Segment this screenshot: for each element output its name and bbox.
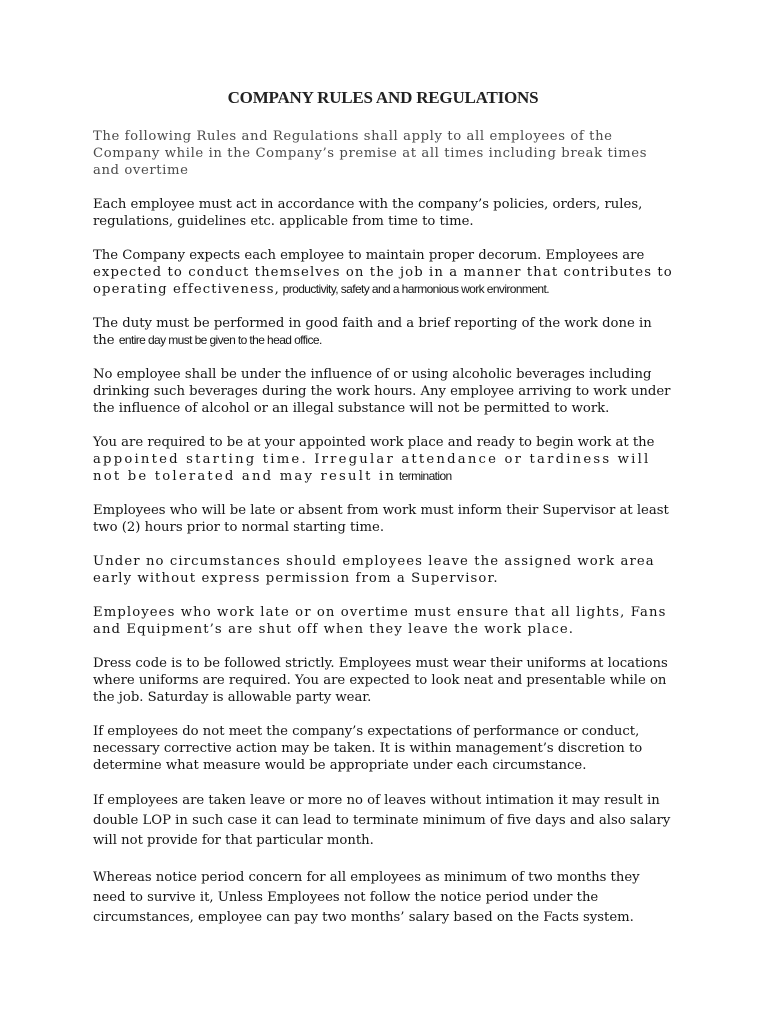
rule-decorum-text-b: expected to conduct themselves on the job in a manner that contributes to operating effectiveness, xyxy=(93,265,673,297)
rule-alcohol-paragraph: No employee shall be under the influence of or using alcoholic beverages including drinking such beverages during the work hours. Any employee arriving to work under the influence of alcohol or an illegal substance will not be permitted to work. xyxy=(93,367,671,416)
rule-attendance-text-c: termination xyxy=(396,469,452,483)
rule-duty-text-b: entire day must be given to the head office. xyxy=(118,333,322,347)
document-title: COMPANY RULES AND REGULATIONS xyxy=(227,88,539,107)
document-page xyxy=(93,88,673,945)
rule-corrective-action-paragraph: If employees do not meet the company’s expectations of performance or conduct, necessary corrective action may be taken. It is within management’s discretion to determine what measure would be appropriate under each circumstance. xyxy=(93,724,643,773)
rule-work-area-paragraph: Under no circumstances should employees leave the assigned work area early without express permission from a Supervisor. xyxy=(93,554,655,586)
rule-attendance-text-b: appointed starting time. Irregular attendance or tardiness will not be tolerated and may result in xyxy=(93,452,651,484)
rule-duty-text-a: The duty must be performed in good faith and a brief reporting of the work done in the xyxy=(93,316,652,348)
rule-notice-period-paragraph: Whereas notice period concern for all employees as minimum of two months they need to survive it, Unless Employees not follow the notice period under the circumstances, employee can pay two months’ salary based on the Facts system. xyxy=(93,870,640,925)
rule-compliance-paragraph: Each employee must act in accordance with the company’s policies, orders, rules, regulations, guidelines etc. applicable from time to time. xyxy=(93,197,643,229)
rule-decorum-text-c: productivity, safety and a harmonious work environment. xyxy=(279,282,549,296)
rule-late-absent-paragraph: Employees who will be late or absent from work must inform their Supervisor at least two (2) hours prior to normal starting time. xyxy=(93,503,669,535)
intro-paragraph: The following Rules and Regulations shall apply to all employees of the Company while in the Company’s premise at all times including break times and overtime xyxy=(93,129,648,178)
rule-overtime-paragraph: Employees who work late or on overtime must ensure that all lights, Fans and Equipment’s are shut off when they leave the work place. xyxy=(93,605,667,637)
rule-attendance-text-a: You are required to be at your appointed work place and ready to begin work at the xyxy=(93,435,655,450)
rule-dress-code-paragraph: Dress code is to be followed strictly. Employees must wear their uniforms at locations where uniforms are required. You are expected to look neat and presentable while on the job. Saturday is allowable party wear. xyxy=(93,656,668,705)
rule-leave-paragraph: If employees are taken leave or more no of leaves without intimation it may result in double LOP in such case it can lead to terminate minimum of five days and also salary will not provide for that particular month. xyxy=(93,793,671,848)
rule-decorum-text-a: The Company expects each employee to maintain proper decorum. Employees are xyxy=(93,248,645,263)
rule-decorum-paragraph xyxy=(93,247,673,298)
rule-attendance-paragraph xyxy=(93,434,673,485)
rule-duty-paragraph xyxy=(93,315,673,349)
